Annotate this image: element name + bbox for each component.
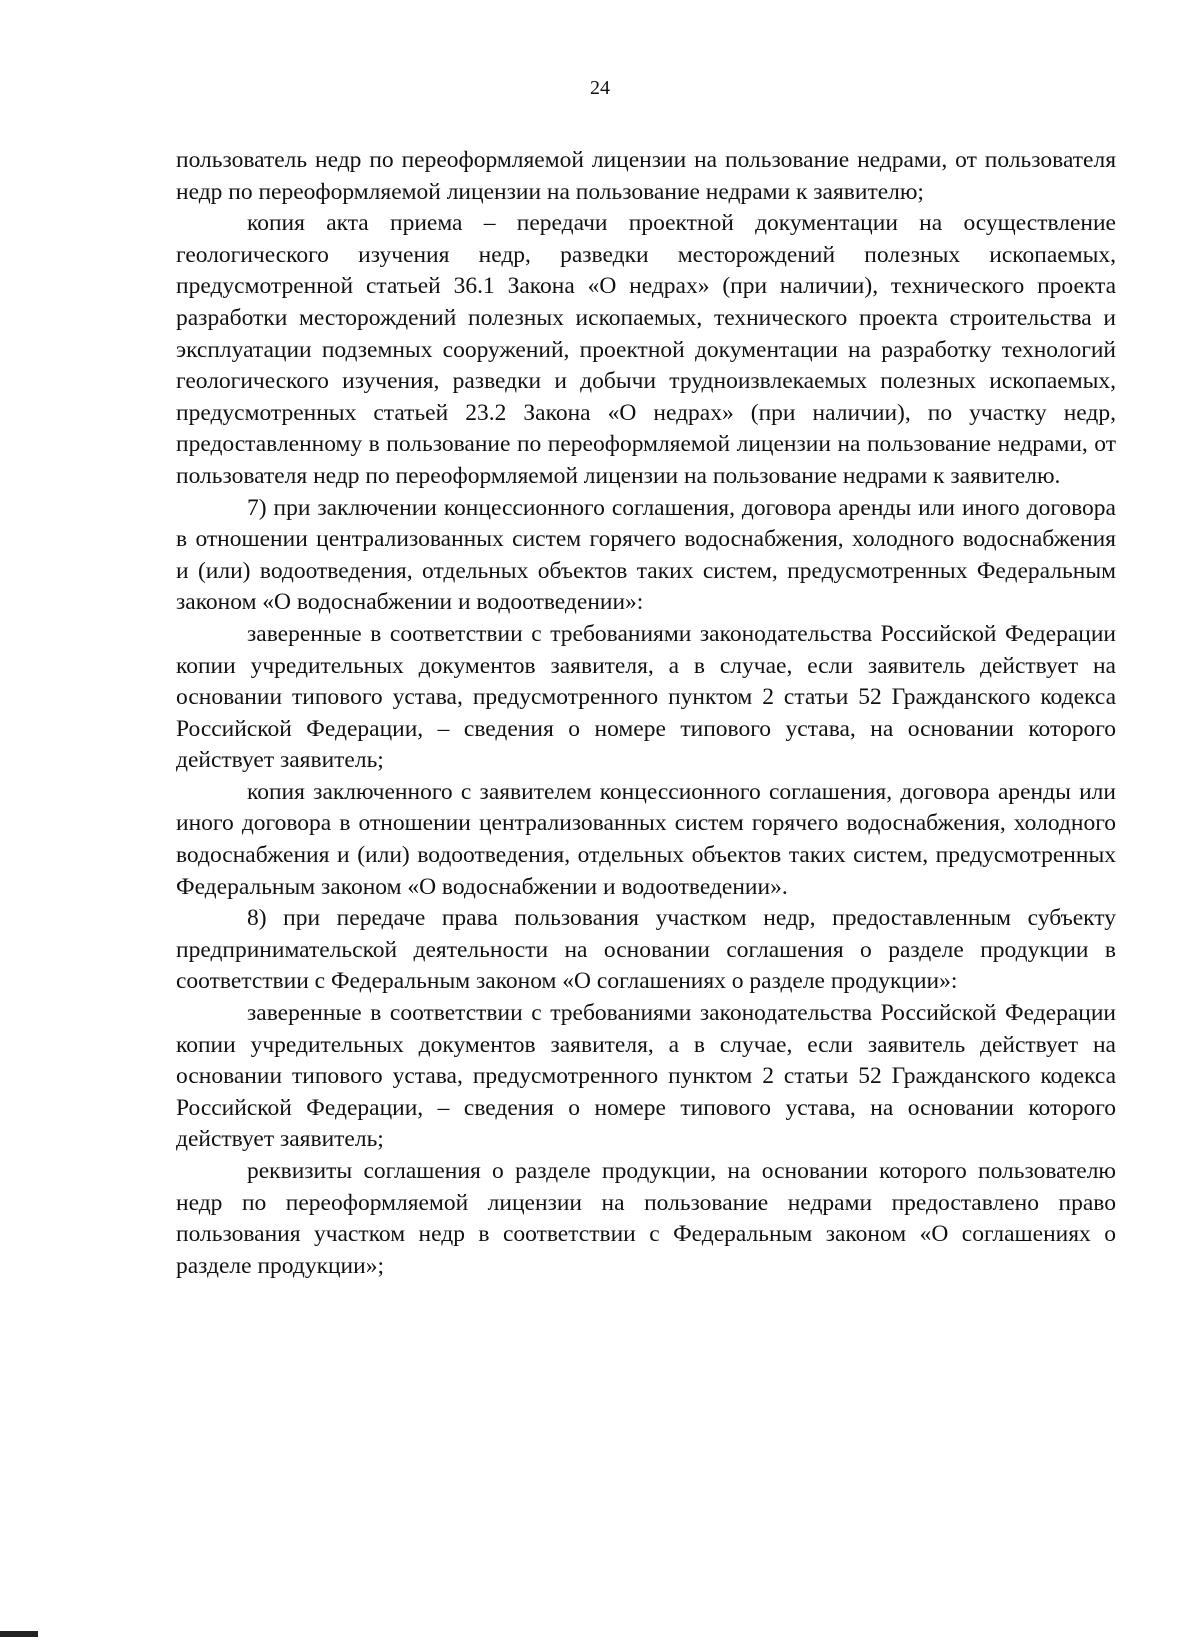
- paragraph-certified-copies-1: заверенные в соответствии с требованиями законодательства Российской Федерации копии учредительных документов заявителя, а в случае, если заявитель действует на основании типового устава, предусмотренного пунктом 2 статьи 52 Гражданского кодекса Российской Федерации, – сведения о номере типового устава, на основании которого действует заявитель;: [176, 620, 1116, 774]
- page-number: 24: [590, 77, 610, 99]
- paragraph-certified-copies-2: заверенные в соответствии с требованиями законодательства Российской Федерации копии учредительных документов заявителя, а в случае, если заявитель действует на основании типового устава, предусмотренного пунктом 2 статьи 52 Гражданского кодекса Российской Федерации, – сведения о номере типового устава, на основании которого действует заявитель;: [176, 1000, 1116, 1153]
- paragraph-psa-details: реквизиты соглашения о разделе продукции, на основании которого пользователю недр по переоформляемой лицензии на пользование недрами предоставлено право пользования участком недр в соответствии с Федеральным законом «О соглашениях о разделе продукции»;: [176, 1158, 1116, 1279]
- paragraph-transfer-act-copy: копия акта приема – передачи проектной документации на осуществление геологического изучения недр, разведки месторождений полезных ископаемых, предусмотренной статьей 36.1 Закона «О недрах» (при наличии), технического проекта разработки месторождений полезных ископаемых, технического проекта строительства и эксплуатации подземных сооружений, проектной документации на разработку технологий геологического изучения, разведки и добычи трудноизвлекаемых полезных ископаемых, предусмотренных статьей 23.2 Закона «О недрах» (при наличии), по участку недр, предоставленному в пользование по переоформляемой лицензии на пользование недрами, от пользователя недр по переоформляемой лицензии на пользование недрами к заявителю.: [176, 210, 1116, 489]
- paragraph-item-7: 7) при заключении концессионного соглашения, договора аренды или иного договора в отношении централизованных систем горячего водоснабжения, холодного водоснабжения и (или) водоотведения, отдельных объектов таких систем, предусмотренных Федеральным законом «О водоснабжении и водоотведении»:: [176, 494, 1116, 616]
- paragraph-concession-copy: копия заключенного с заявителем концессионного соглашения, договора аренды или иного договора в отношении централизованных систем горячего водоснабжения, холодного водоснабжения и (или) водоотведения, отдельных объектов таких систем, предусмотренных Федеральным законом «О водоснабжении и водоотведении».: [176, 778, 1116, 900]
- document-body: [176, 145, 1116, 1282]
- paragraph-item-8: 8) при передаче права пользования участком недр, предоставленным субъекту предпринимательской деятельности на основании соглашения о разделе продукции в соответствии с Федеральным законом «О соглашениях о разделе продукции»:: [176, 905, 1116, 995]
- scan-edge-mark: [0, 1631, 38, 1637]
- paragraph-continuation: пользователь недр по переоформляемой лицензии на пользование недрами, от пользователя недр по переоформляемой лицензии на пользование недрами к заявителю;: [176, 147, 1116, 205]
